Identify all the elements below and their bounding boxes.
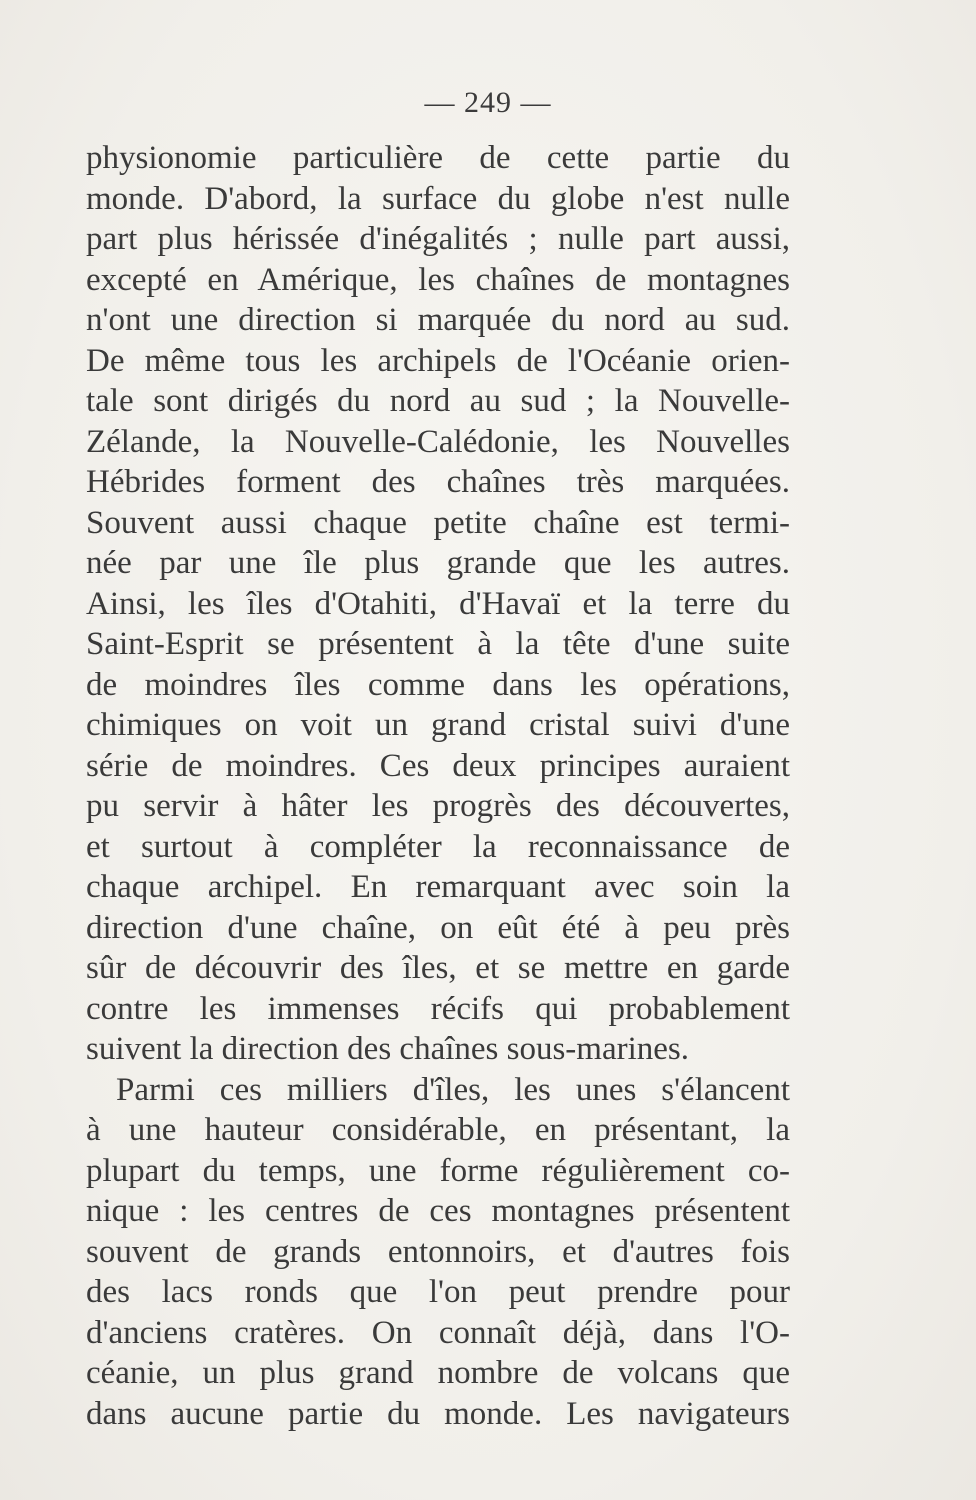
text-line: Saint-Esprit se présentent à la tête d'une suite [86,626,790,662]
text-line: chaque archipel. En remarquant avec soin la [86,869,790,905]
text-line: monde. D'abord, la surface du globe n'est nulle [86,180,790,217]
text-line: née par une île plus grande que les autres. [86,545,790,581]
text-line: sûr de découvrir des îles, et se mettre en garde [86,950,790,986]
body-text [86,138,790,1434]
text-line: à une hauteur considérable, en présentant, la [86,1112,790,1148]
text-line: n'ont une direction si marquée du nord au sud. [86,302,790,338]
text-line: physionomie particulière de cette partie du [86,140,790,176]
text-line: direction d'une chaîne, on eût été à peu près [86,909,790,946]
text-line: de moindres îles comme dans les opérations, [86,666,790,703]
text-line: pu servir à hâter les progrès des découvertes, [86,788,790,824]
text-line: et surtout à compléter la reconnaissance de [86,828,790,865]
text-line: des lacs ronds que l'on peut prendre pour [86,1274,790,1310]
text-line: excepté en Amérique, les chaînes de montagnes [86,261,790,298]
page-number: — 249 — [424,86,552,119]
text-line: d'anciens cratères. On connaît déjà, dans l'O- [86,1314,790,1351]
text-line: tale sont dirigés du nord au sud ; la Nouvelle- [86,383,790,419]
text-line: dans aucune partie du monde. Les navigateurs [86,1395,790,1432]
text-line: Hébrides forment des chaînes très marquées. [86,464,790,500]
text-line: suivent la direction des chaînes sous-marines. [86,1031,690,1067]
text-line: Souvent aussi chaque petite chaîne est termi- [86,504,790,541]
text-line: céanie, un plus grand nombre de volcans que [86,1355,790,1391]
text-line: plupart du temps, une forme régulièrement co- [86,1152,790,1189]
text-line: série de moindres. Ces deux principes auraient [86,747,790,784]
text-line: contre les immenses récifs qui probablement [86,990,790,1027]
paragraph-start-line: Parmi ces milliers d'îles, les unes s'élancent [116,1071,790,1108]
text-line: souvent de grands entonnoirs, et d'autres fois [86,1233,790,1270]
text-line: nique : les centres de ces montagnes présentent [86,1193,790,1229]
text-line: part plus hérissée d'inégalités ; nulle part aussi, [86,221,790,257]
text-line: Ainsi, les îles d'Otahiti, d'Havaï et la terre du [86,585,790,622]
text-line: chimiques on voit un grand cristal suivi d'une [86,707,790,743]
text-line: De même tous les archipels de l'Océanie orien- [86,342,790,379]
text-line: Zélande, la Nouvelle-Calédonie, les Nouvelles [86,423,790,460]
